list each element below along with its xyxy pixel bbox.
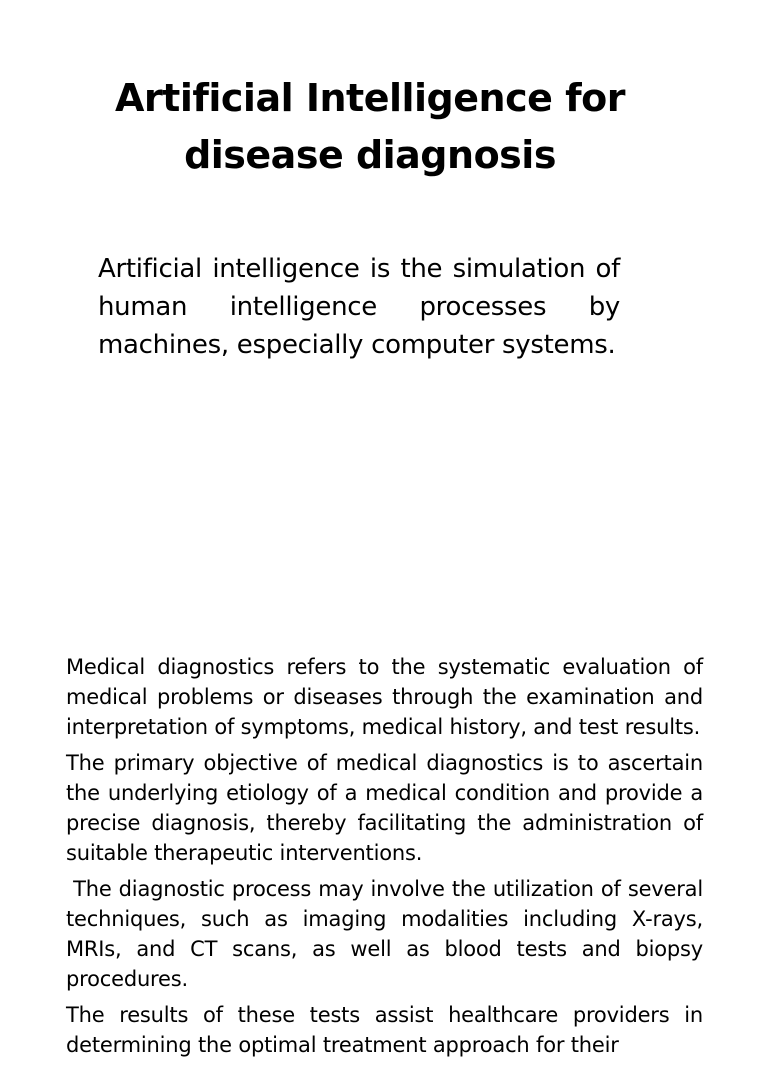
body-paragraph: The diagnostic process may involve the utilization of several techniques, such as imaging modalities including X-rays, MRIs, and CT scans, as well as blood tests and biopsy procedures. (66, 877, 710, 991)
intro-paragraph: Artificial intelligence is the simulation of human intelligence processes by machines, especially computer systems. (98, 254, 620, 360)
body-text (66, 652, 710, 1066)
page-title: Artificial Intelligence for disease diagnosis (115, 76, 625, 177)
body-paragraph: The primary objective of medical diagnostics is to ascertain the underlying etiology of a medical condition and provide a precise diagnosis, thereby facilitating the administration of suitable therapeutic interventions. (66, 751, 703, 865)
body-paragraph: Medical diagnostics refers to the systematic evaluation of medical problems or diseases through the examination and interpretation of symptoms, medical history, and test results. (66, 655, 703, 739)
body-paragraph: The results of these tests assist healthcare providers in determining the optimal treatment approach for their (66, 1003, 703, 1057)
